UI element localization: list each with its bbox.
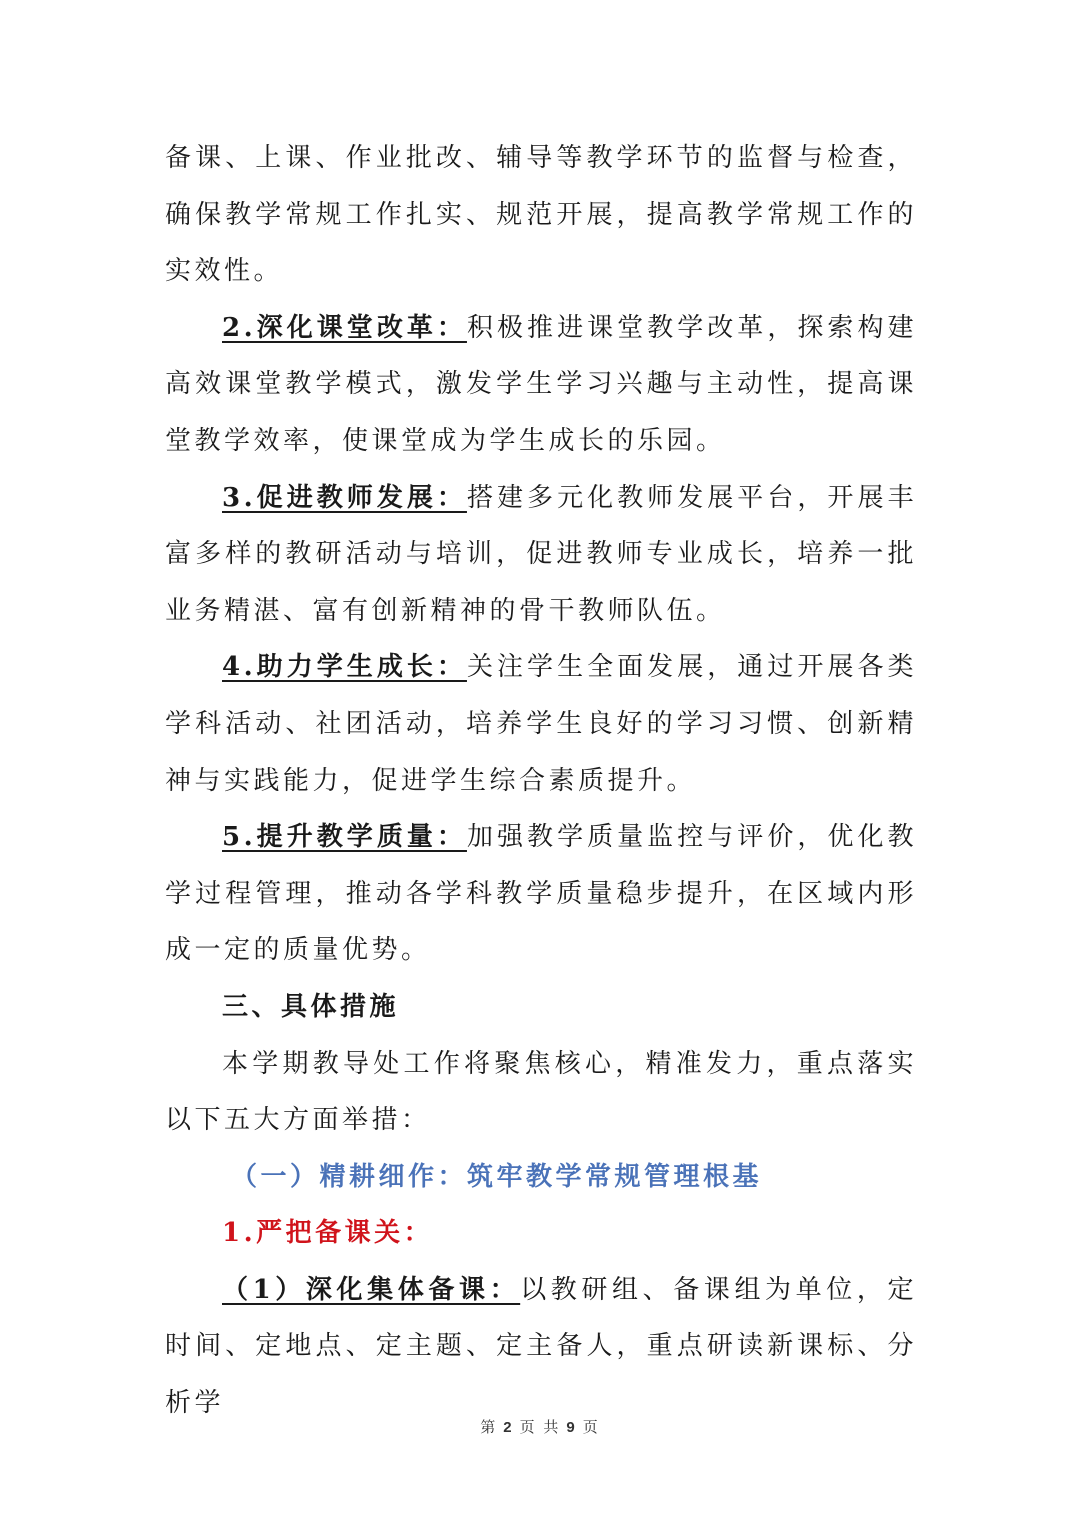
page-footer [0,1416,1080,1437]
paragraph-goal-4 [165,639,917,809]
goal-5-text: 加强教学质量监控与评价，优化教学过程管理，推动各学科教学质量稳步提升，在区域内形成一定的质量优势。 [165,822,917,966]
document-page [165,130,917,1432]
footer-total-pages: 9 [566,1419,577,1436]
footer-prefix: 第 [480,1418,498,1436]
paragraph-1-text: 备课、上课、作业批改、辅导等教学环节的监督与检查，确保教学常规工作扎实、规范开展，提高教学常规工作的实效性。 [165,143,917,287]
footer-middle: 页 共 [519,1418,561,1436]
section-title: 三、具体措施 [222,991,400,1022]
item-title: 1.严把备课关： [222,1218,434,1249]
goal-4-heading: 4.助力学生成长： [222,652,467,683]
footer-suffix: 页 [582,1418,600,1436]
goal-3-text: 搭建多元化教师发展平台，开展丰富多样的教研活动与培训，促进教师专业成长，培养一批业务精湛、富有创新精神的骨干教师队伍。 [165,482,917,626]
section-intro: 本学期教导处工作将聚焦核心，精准发力，重点落实以下五大方面举措： [165,1048,917,1136]
footer-current-page: 2 [503,1419,514,1436]
collective-prep-heading: （1）深化集体备课： [222,1274,521,1305]
goal-5-heading: 5.提升教学质量： [222,822,467,853]
paragraph-goal-3 [165,470,917,640]
paragraph-collective-prep [165,1262,917,1432]
goal-2-text: 积极推进课堂教学改革，探索构建高效课堂教学模式，激发学生学习兴趣与主动性，提高课堂教学效率，使课堂成为学生成长的乐园。 [165,312,917,456]
paragraph-1 [165,130,917,300]
goal-2-heading: 2.深化课堂改革： [222,312,467,343]
collective-prep-text: 以教研组、备课组为单位，定时间、定地点、定主题、定主备人，重点研读新课标、分析学 [165,1274,917,1419]
paragraph-goal-2 [165,300,917,470]
goal-3-heading: 3.促进教师发展： [222,482,467,513]
goal-4-text: 关注学生全面发展，通过开展各类学科活动、社团活动，培养学生良好的学习习惯、创新精神与实践能力，促进学生综合素质提升。 [165,652,917,796]
subsection-title: （一）精耕细作：筑牢教学常规管理根基 [231,1161,763,1192]
paragraph-goal-5 [165,809,917,979]
